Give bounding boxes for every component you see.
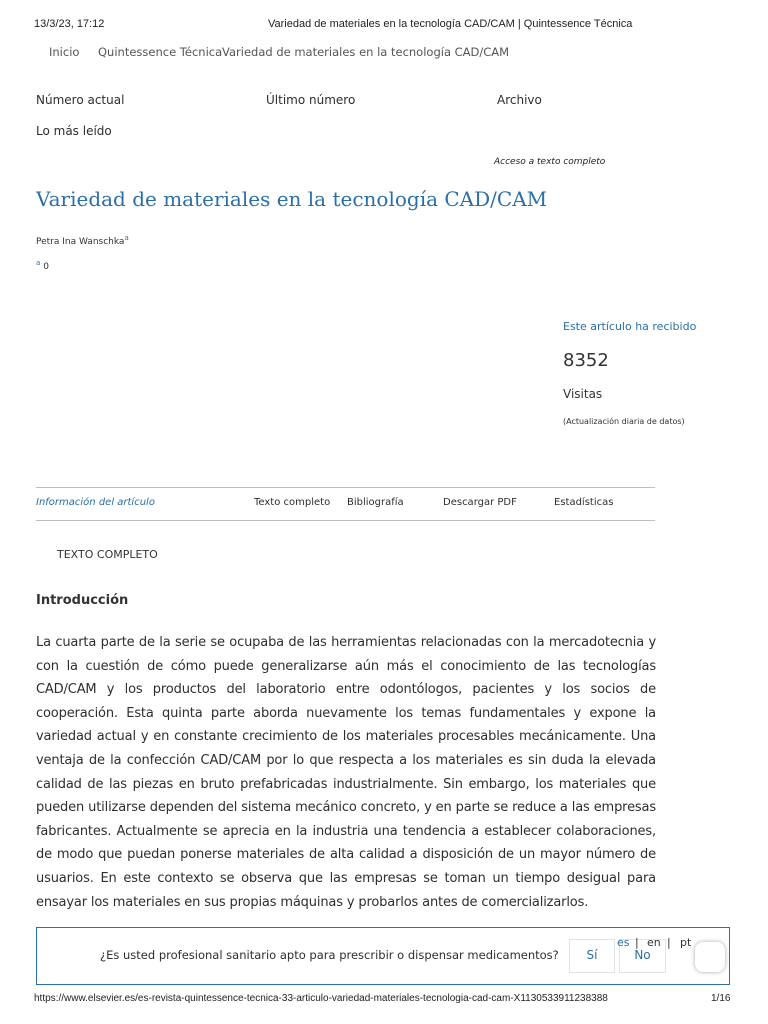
breadcrumb-current: Variedad de materiales en la tecnología CAD/CAM	[222, 45, 510, 59]
tab-statistics[interactable]: Estadísticas	[554, 497, 614, 508]
tab-bibliography[interactable]: Bibliografía	[347, 497, 404, 508]
professional-banner	[36, 927, 730, 985]
lang-pt[interactable]: pt	[680, 936, 692, 949]
nav-archivo[interactable]: Archivo	[497, 93, 542, 107]
breadcrumb-journal[interactable]: Quintessence Técnica	[98, 45, 223, 59]
author-name[interactable]: Petra Ina Wanschka	[36, 237, 125, 247]
stats-visits: Visitas	[563, 387, 603, 401]
tab-article-info[interactable]: Información del artículo	[36, 497, 155, 508]
stats-count: 8352	[563, 350, 609, 371]
author-affiliation-marker[interactable]: a	[124, 234, 129, 242]
tabs-bottom-divider	[36, 520, 655, 521]
access-badge: Acceso a texto completo	[494, 157, 606, 167]
affiliation-marker: a	[36, 259, 41, 267]
stats-note: (Actualización diaria de datos)	[563, 417, 685, 426]
body-paragraph: La cuarta parte de la serie se ocupaba de las herramientas relacionadas con la mercadotecnia y con la cuestión de cómo puede generalizarse aún más el conocimiento de las tecnologías CAD/CAM y los productos del laboratorio entre odontólogos, pacientes y los socios de cooperación. Esta quinta parte aborda nuevamente los temas fundamentales y expone la variedad actual y en constante crecimiento de los materiales procesables mecánicamente. Una ventaja de la confección CAD/CAM por lo que respecta a los materiales es sin duda la elevada calidad de las piezas en bruto prefabricadas industrialmente. Sin embargo, los materiales que pueden utilizarse dependen del sistema mecánico concreto, y en parte se reduce a las empresas fabricantes. Actualmente se aprecia en la industria una tendencia a establecer colaboraciones, de modo que puedan ponerse materiales de alta calidad a disposición de un mayor número de usuarios. En este contexto se observa que las empresas se toman un tiempo desigual para ensayar los materiales en sus propias máquinas y probarlos antes de comercializarlos.	[36, 635, 656, 910]
affiliation	[36, 259, 49, 272]
affiliation-text: 0	[43, 262, 50, 272]
lang-es[interactable]: es	[617, 936, 630, 949]
banner-question: ¿Es usted profesional sanitario apto para prescribir o dispensar medicamentos?	[100, 948, 559, 962]
print-datetime: 13/3/23, 17:12	[34, 18, 105, 30]
section-heading: Introducción	[36, 593, 129, 608]
lang-en[interactable]: en	[647, 936, 661, 949]
tab-full-text[interactable]: Texto completo	[254, 497, 331, 508]
print-page-number: 1/16	[711, 993, 731, 1004]
chat-widget-button[interactable]	[695, 942, 725, 972]
breadcrumb-home[interactable]: Inicio	[49, 45, 80, 59]
section-label: TEXTO COMPLETO	[57, 548, 158, 561]
nav-lo-mas-leido[interactable]: Lo más leído	[36, 124, 112, 138]
lang-separator-2: |	[667, 936, 671, 949]
author	[36, 234, 129, 247]
no-button[interactable]: No	[619, 939, 666, 973]
nav-ultimo-numero[interactable]: Último número	[266, 93, 356, 107]
nav-numero-actual[interactable]: Número actual	[36, 93, 125, 107]
print-page-title: Variedad de materiales en la tecnología CAD/CAM | Quintessence Técnica	[268, 18, 633, 30]
stats-label: Este artículo ha recibido	[563, 320, 697, 333]
lang-separator-1: |	[635, 936, 639, 949]
yes-button[interactable]: Sí	[569, 939, 615, 973]
tab-download-pdf[interactable]: Descargar PDF	[443, 497, 517, 508]
tabs-top-divider	[36, 487, 655, 488]
print-url: https://www.elsevier.es/es-revista-quintessence-tecnica-33-articulo-variedad-materiales-tecnologia-cad-cam-X1130533911238388	[34, 993, 608, 1004]
page-title: Variedad de materiales en la tecnología CAD/CAM	[36, 187, 548, 211]
